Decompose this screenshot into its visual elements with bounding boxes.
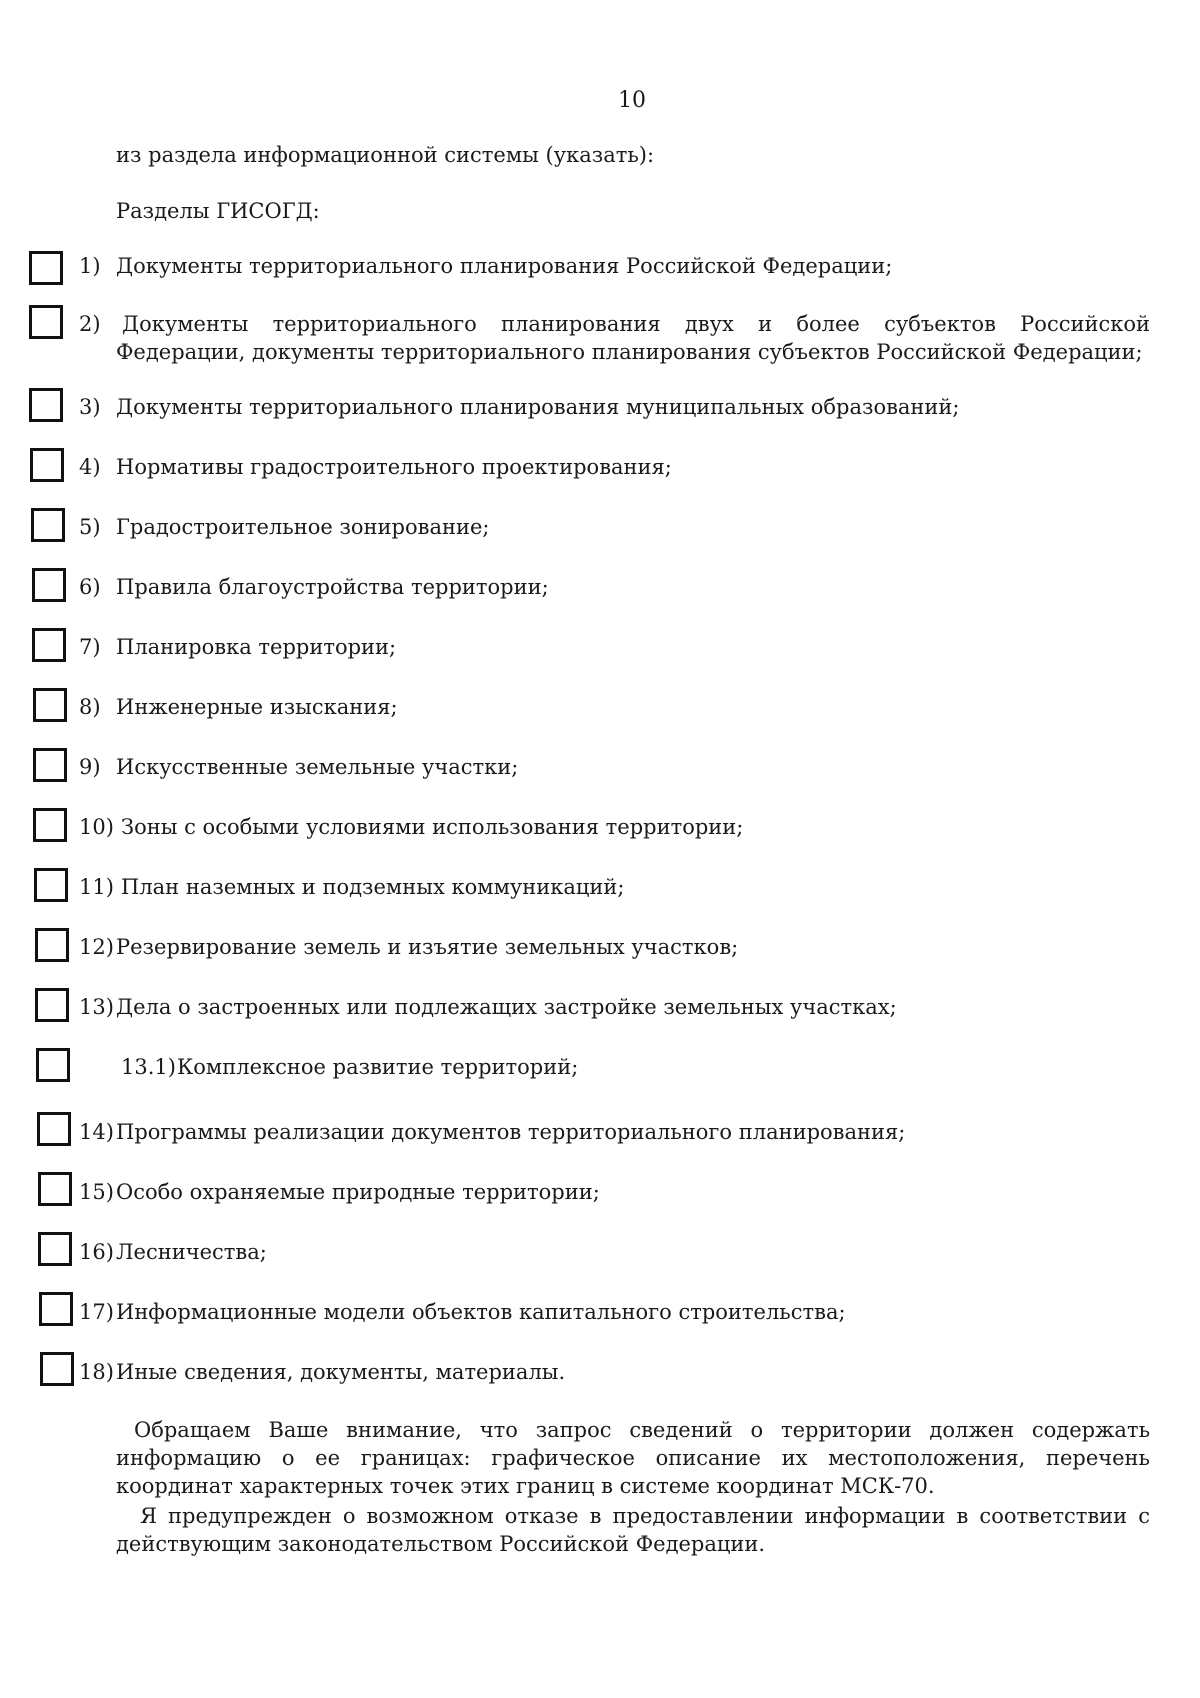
item-number: 7) [79, 635, 101, 659]
item-number: 15) [79, 1180, 114, 1204]
item-number: 14) [79, 1120, 114, 1144]
checkbox[interactable] [38, 1172, 72, 1206]
checkbox[interactable] [32, 628, 66, 662]
notice-block [116, 1416, 1150, 1558]
item-text: Дела о застроенных или подлежащих застройке земельных участках; [116, 995, 897, 1019]
checkbox[interactable] [30, 448, 64, 482]
item-number: 9) [79, 755, 101, 779]
checkbox[interactable] [32, 568, 66, 602]
item-number: 16) [79, 1240, 114, 1264]
item-text: План наземных и подземных коммуникаций; [121, 875, 625, 899]
item-text: Особо охраняемые природные территории; [116, 1180, 600, 1204]
item-number: 6) [79, 575, 101, 599]
checkbox[interactable] [34, 868, 68, 902]
item-number: 11) [79, 875, 114, 899]
item-text: Нормативы градостроительного проектирования; [116, 455, 672, 479]
item-text: Документы территориального планирования муниципальных образований; [116, 395, 960, 419]
page-number: 10 [618, 88, 646, 113]
checkbox[interactable] [33, 688, 67, 722]
checkbox[interactable] [38, 1232, 72, 1266]
sections-heading: Разделы ГИСОГД: [116, 199, 320, 223]
item-number: 2) [79, 312, 101, 336]
item-number: 10) [79, 815, 114, 839]
notice-paragraph: Обращаем Ваше внимание, что запрос сведений о территории должен содержать информацию о ее границах: графическое описание их местоположения, перечень координат характерных точек этих границ в системе координат МСК-70. [116, 1418, 1150, 1498]
checkbox[interactable] [35, 988, 69, 1022]
checkbox[interactable] [35, 928, 69, 962]
notice-paragraph: Я предупрежден о возможном отказе в предоставлении информации в соответствии с действующим законодательством Российской Федерации. [116, 1504, 1150, 1556]
checkbox[interactable] [33, 748, 67, 782]
checkbox[interactable] [36, 1048, 70, 1082]
item-text: Иные сведения, документы, материалы. [116, 1360, 566, 1384]
item-text: Планировка территории; [116, 635, 397, 659]
checkbox[interactable] [37, 1112, 71, 1146]
item-number: 4) [79, 455, 101, 479]
item-text: Лесничества; [116, 1240, 267, 1264]
checkbox[interactable] [29, 305, 63, 339]
item-number: 13) [79, 995, 114, 1019]
item-text: Зоны с особыми условиями использования территории; [121, 815, 744, 839]
item-number: 3) [79, 395, 101, 419]
item-text: Программы реализации документов территориального планирования; [116, 1120, 906, 1144]
item-number: 18) [79, 1360, 114, 1384]
item-number: 17) [79, 1300, 114, 1324]
intro-line: из раздела информационной системы (указать): [116, 143, 655, 167]
checkbox[interactable] [40, 1352, 74, 1386]
item-text: Градостроительное зонирование; [116, 515, 490, 539]
item-number: 13.1) [121, 1055, 176, 1079]
item-text: Документы территориального планирования двух и более субъектов Российской Федерации, документы территориального планирования субъектов Российской Федерации; [116, 312, 1150, 364]
item-text: Информационные модели объектов капитального строительства; [116, 1300, 846, 1324]
item-text: Комплексное развитие территорий; [177, 1055, 579, 1079]
item-number: 8) [79, 695, 101, 719]
checkbox[interactable] [33, 808, 67, 842]
checkbox[interactable] [29, 251, 63, 285]
item-number: 5) [79, 515, 101, 539]
checkbox[interactable] [29, 388, 63, 422]
item-number: 1) [79, 254, 101, 278]
item-text: Документы территориального планирования Российской Федерации; [116, 254, 893, 278]
checkbox[interactable] [31, 508, 65, 542]
checkbox[interactable] [39, 1292, 73, 1326]
item-text: Резервирование земель и изъятие земельных участков; [116, 935, 739, 959]
item-text: Правила благоустройства территории; [116, 575, 549, 599]
item-number: 12) [79, 935, 114, 959]
item-text: Искусственные земельные участки; [116, 755, 519, 779]
item-text: Инженерные изыскания; [116, 695, 398, 719]
